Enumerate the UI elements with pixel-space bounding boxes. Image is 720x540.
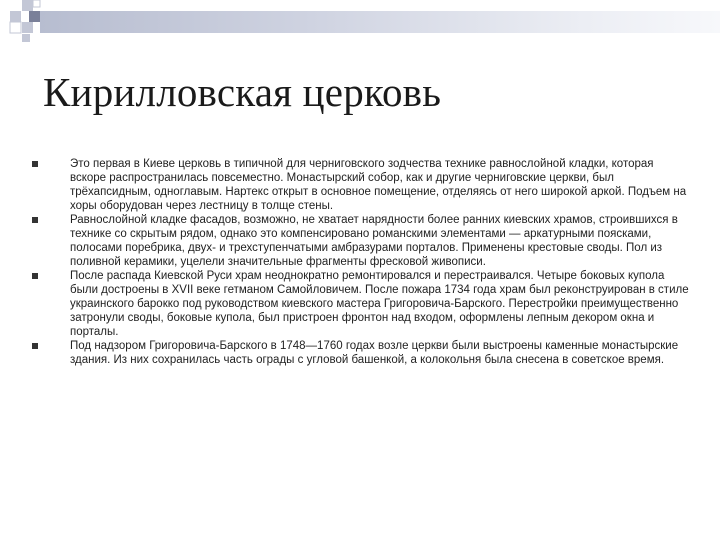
bullet-text: Равнослойной кладке фасадов, возможно, не хватает нарядности более ранних киевских храмов, строившихся в технике со скрытым рядом, однако это компенсировано романскими элементами — аркатурными поясками, полосами поребрика, двух- и трехступенчатыми амбразурами порталов. Применены крестовые своды. Пол из поливной керамики, уцелели значительные фрагменты фресковой живописи. (70, 214, 678, 268)
header-gradient-bar (40, 11, 720, 33)
deco-square-3 (22, 22, 33, 33)
deco-square-2 (22, 0, 33, 11)
deco-square-7 (22, 34, 30, 42)
slide-title: Кирилловская церковь (43, 69, 442, 115)
square-bullet-icon (32, 343, 38, 349)
bullet-item (30, 339, 690, 367)
deco-square-4 (29, 11, 40, 22)
square-bullet-icon (32, 161, 38, 167)
deco-square-5 (33, 0, 40, 7)
bullet-text: Под надзором Григоровича-Барского в 1748—1760 годах возле церкви были выстроены каменные монастырские здания. Из них сохранилась часть ограды с угловой башенкой, а колокольня была снесена в советское время. (70, 340, 679, 366)
square-bullet-icon (32, 273, 38, 279)
bullet-text: После распада Киевской Руси храм неоднократно ремонтировался и перестраивался. Четыре боковых купола были достроены в XVII веке гетманом Самойловичем. После пожара 1734 года храм был реконструирован в стиле украинского барокко под руководством киевского мастера Григоровича-Барского. Перестройки преимущественно затронули своды, боковые купола, был пристроен фронтон над входом, оформлены лепным декором окна и порталы. (70, 270, 689, 338)
bullet-item (30, 213, 690, 269)
bullet-item (30, 157, 690, 213)
bullet-text: Это первая в Киеве церковь в типичной для черниговского зодчества технике равнослойной кладки, которая вскоре распространилась повсеместно. Монастырский собор, как и другие черниговские церкви, был трёхапсидным, одноглавым. Нартекс открыт в основное помещение, отделяясь от него широкой аркой. Подъем на хоры оборудован через лестницу в толще стены. (70, 158, 687, 212)
square-bullet-icon (32, 217, 38, 223)
deco-square-6 (10, 22, 21, 33)
bullet-list (30, 157, 690, 367)
deco-square-1 (10, 11, 21, 22)
bullet-item (30, 269, 690, 339)
